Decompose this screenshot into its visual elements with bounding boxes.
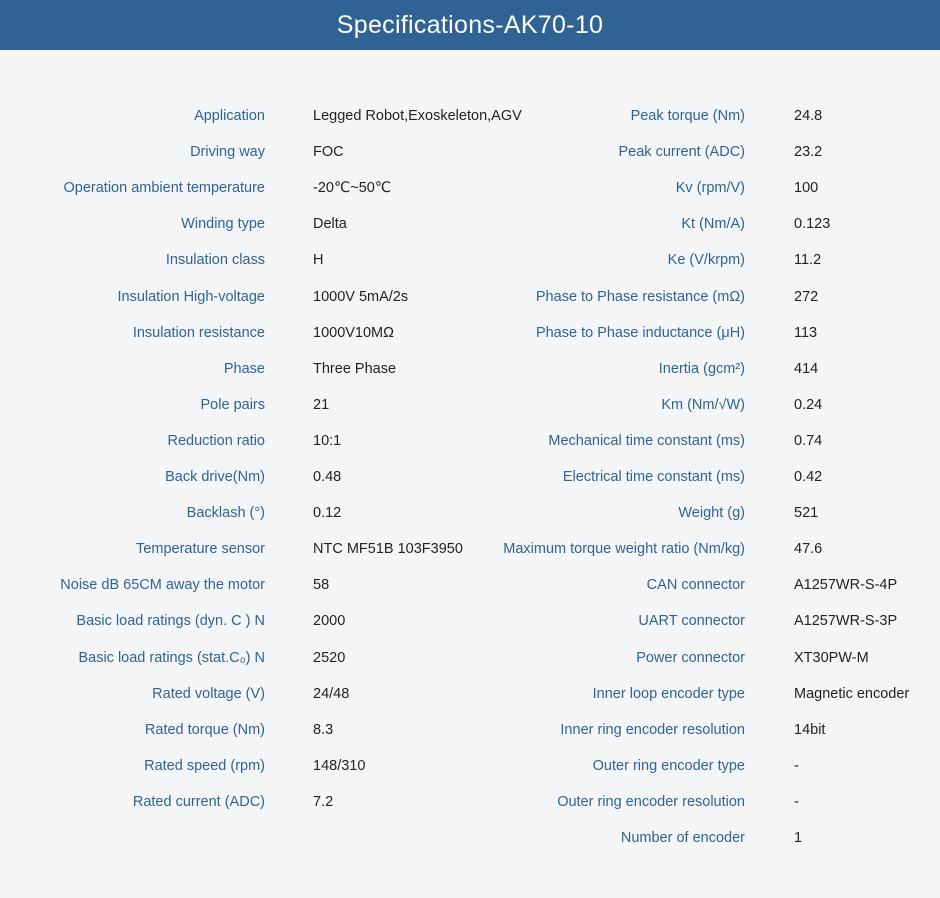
spec-value: XT30PW-M (794, 649, 869, 666)
spec-value: 1000V10MΩ (313, 324, 394, 341)
spec-value: 0.12 (313, 505, 342, 522)
spec-value: 58 (313, 577, 330, 594)
spec-row (0, 397, 940, 433)
spec-value: H (313, 252, 324, 269)
spec-value: 0.74 (794, 432, 823, 449)
spec-value: A1257WR-S-3P (794, 613, 898, 630)
spec-value: Magnetic encoder (794, 685, 910, 702)
spec-row (0, 108, 940, 144)
spec-label: Kv (rpm/V) (675, 180, 745, 197)
spec-value: 2000 (313, 613, 346, 630)
spec-row (0, 252, 940, 288)
spec-value: 414 (794, 360, 819, 377)
spec-value: Three Phase (313, 360, 397, 377)
spec-row (0, 650, 940, 686)
spec-value: 14bit (794, 721, 826, 738)
spec-row (0, 289, 940, 325)
spec-value: 521 (794, 505, 819, 522)
spec-value: Delta (313, 216, 347, 233)
spec-label: Maximum torque weight ratio (Nm/kg) (503, 541, 745, 558)
spec-value: 24/48 (313, 685, 350, 702)
spec-value: 0.42 (794, 469, 823, 485)
spec-value: 1000V 5mA/2s (313, 288, 409, 305)
spec-label: Insulation resistance (132, 324, 265, 341)
spec-value: 0.48 (313, 469, 342, 485)
spec-label: Phase to Phase resistance (mΩ) (535, 288, 745, 305)
spec-value: 23.2 (794, 144, 823, 161)
spec-value: -20℃~50℃ (313, 180, 392, 197)
spec-value: Legged Robot,Exoskeleton,AGV (313, 108, 522, 124)
spec-row (0, 505, 940, 541)
spec-label: Back drive(Nm) (165, 469, 265, 485)
spec-row (0, 361, 940, 397)
spec-row (0, 686, 940, 722)
spec-label: Rated voltage (V) (152, 685, 265, 702)
spec-label: Inner ring encoder resolution (560, 721, 745, 738)
spec-value: 47.6 (794, 541, 823, 558)
spec-value: FOC (313, 144, 344, 161)
spec-label: Peak current (ADC) (618, 144, 745, 161)
spec-value: 148/310 (313, 757, 366, 774)
spec-value: 24.8 (794, 108, 823, 124)
spec-label: Kt (Nm/A) (681, 216, 745, 233)
spec-value: - (794, 757, 799, 774)
spec-label: Insulation High-voltage (117, 288, 265, 305)
spec-label: Reduction ratio (167, 432, 265, 449)
spec-value: 8.3 (313, 721, 334, 738)
spec-value: 21 (313, 396, 330, 413)
spec-row (0, 758, 940, 794)
spec-row (0, 577, 940, 613)
spec-label: Inertia (gcm²) (658, 360, 745, 377)
spec-label: Pole pairs (200, 396, 265, 413)
spec-value: 113 (794, 324, 818, 341)
spec-label: Power connector (636, 649, 745, 666)
spec-row (0, 144, 940, 180)
spec-label: Rated torque (Nm) (144, 721, 265, 738)
spec-row (0, 180, 940, 216)
spec-label: Temperature sensor (136, 541, 265, 558)
spec-label: Weight (g) (678, 505, 745, 522)
spec-row (0, 325, 940, 361)
spec-label: Inner loop encoder type (592, 685, 745, 702)
spec-row (0, 433, 940, 469)
spec-label: Mechanical time constant (ms) (548, 432, 745, 449)
spec-label: Outer ring encoder type (592, 757, 745, 774)
spec-row (0, 541, 940, 577)
spec-label: Rated current (ADC) (132, 793, 265, 810)
spec-value: 10:1 (313, 432, 342, 449)
spec-row (0, 722, 940, 758)
spec-label: Basic load ratings (stat.C₀) N (78, 649, 265, 666)
spec-label: Number of encoder (620, 830, 745, 846)
spec-label: Rated speed (rpm) (144, 757, 265, 774)
spec-label: Operation ambient temperature (63, 180, 265, 197)
spec-row (0, 830, 940, 866)
spec-label: Ke (V/krpm) (667, 252, 745, 269)
spec-label: UART connector (638, 613, 745, 630)
spec-value: 2520 (313, 649, 346, 666)
spec-value: 100 (794, 180, 819, 197)
spec-label: CAN connector (646, 577, 745, 594)
spec-label: Driving way (190, 144, 265, 161)
spec-value: 272 (794, 288, 819, 305)
spec-label: Peak torque (Nm) (630, 108, 745, 124)
page-title: Specifications-AK70-10 (336, 10, 604, 39)
spec-value: - (794, 793, 799, 810)
spec-value: 11.2 (794, 252, 822, 269)
spec-row (0, 216, 940, 252)
spec-label: Application (194, 108, 265, 124)
spec-value: 1 (794, 830, 803, 846)
spec-row (0, 469, 940, 505)
spec-value: 0.123 (794, 216, 831, 233)
page-header (0, 0, 940, 50)
spec-value: 7.2 (313, 793, 334, 810)
spec-row (0, 613, 940, 649)
spec-value: A1257WR-S-4P (794, 577, 898, 594)
spec-value: 0.24 (794, 396, 823, 413)
spec-label: Phase (223, 360, 265, 377)
spec-label: Phase to Phase inductance (μH) (535, 324, 745, 341)
spec-label: Backlash (°) (186, 505, 265, 522)
spec-label: Km (Nm/√W) (661, 396, 745, 413)
spec-label: Noise dB 65CM away the motor (60, 577, 265, 594)
spec-table (0, 50, 940, 898)
spec-label: Electrical time constant (ms) (562, 469, 745, 485)
spec-row (0, 794, 940, 830)
spec-value: NTC MF51B 103F3950 (313, 541, 463, 558)
spec-label: Basic load ratings (dyn. C ) N (76, 613, 265, 630)
spec-label: Winding type (181, 216, 265, 233)
spec-label: Insulation class (165, 252, 265, 269)
spec-label: Outer ring encoder resolution (557, 793, 745, 810)
